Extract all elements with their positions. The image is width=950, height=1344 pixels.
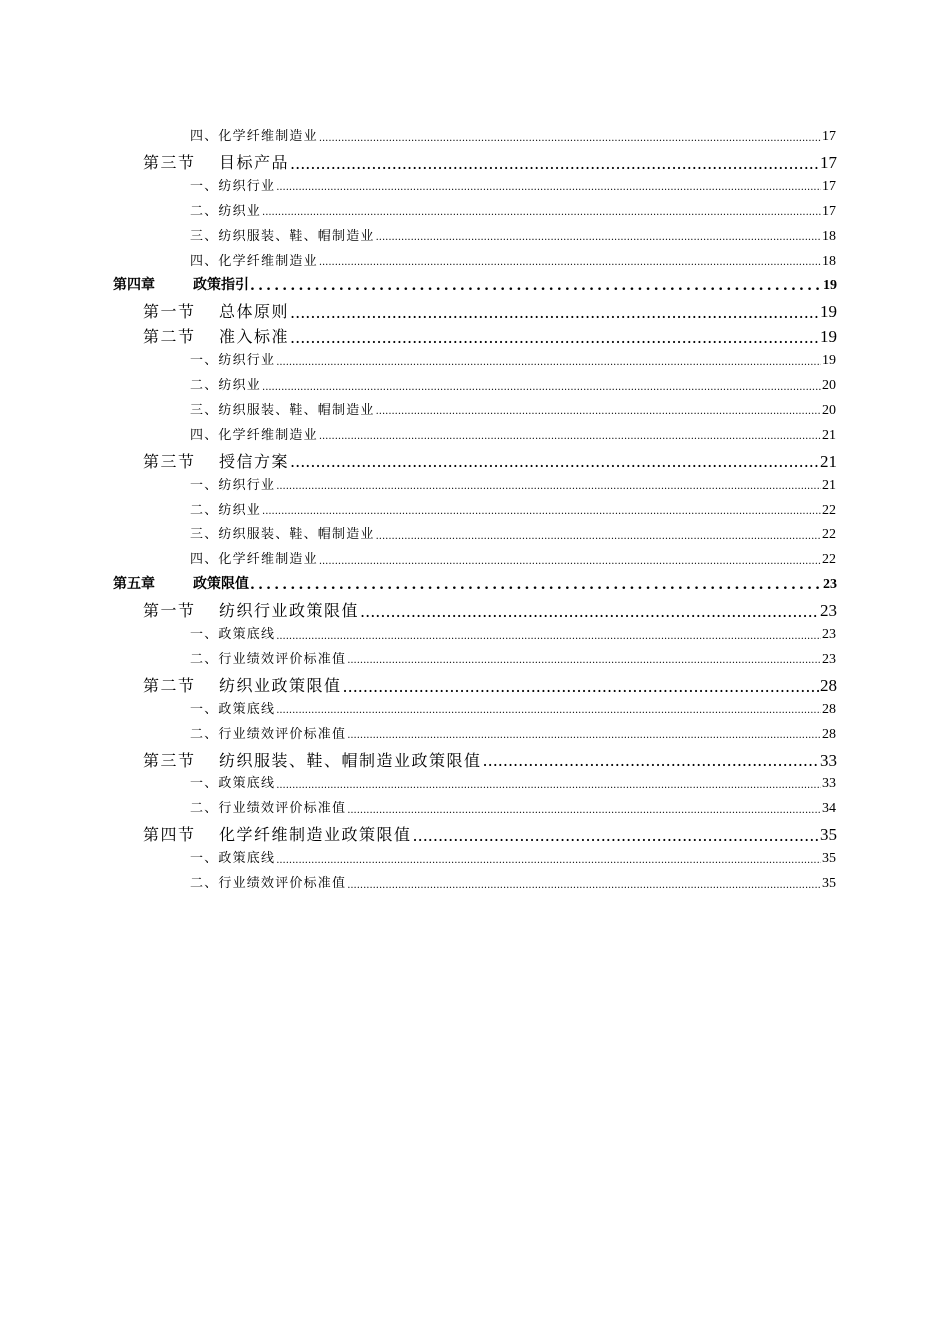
toc-entry-label [190, 424, 318, 443]
toc-entry-title: 四、化学纤维制造业 [190, 552, 318, 568]
toc-entry-label [190, 175, 275, 194]
toc-section-entry[interactable] [143, 748, 837, 771]
toc-entry-title: 四、化学纤维制造业 [190, 253, 318, 269]
toc-entry-title: 四、化学纤维制造业 [190, 129, 318, 144]
toc-entry-label [190, 548, 318, 567]
toc-entry-title: 一、政策底线 [190, 627, 276, 642]
section-number: 第二节 [143, 327, 196, 347]
toc-page-number: 19 [822, 353, 836, 369]
toc-entry-title: 政策限值 [193, 576, 249, 593]
toc-entry-label [190, 847, 275, 866]
toc-subsection-entry[interactable] [190, 399, 836, 419]
toc-entry-label [143, 748, 482, 771]
chapter-number: 第四章 [113, 277, 155, 294]
toc-entry-title: 四、化学纤维制造业 [190, 427, 318, 443]
toc-entry-label [190, 723, 346, 742]
toc-page-number: 17 [822, 129, 836, 144]
toc-entry-label [190, 523, 375, 542]
toc-section-entry[interactable] [143, 150, 837, 173]
toc-section-entry[interactable] [143, 598, 837, 621]
toc-entry-title: 一、纺织行业 [190, 353, 276, 369]
toc-page-number: 22 [822, 527, 836, 543]
dot-leader [343, 677, 819, 693]
dot-leader [319, 556, 821, 566]
toc-page-number: 33 [822, 776, 836, 792]
toc-page-number: 35 [822, 851, 836, 867]
dot-leader [376, 232, 821, 242]
dot-leader [376, 406, 821, 416]
toc-page-number: 23 [823, 577, 837, 593]
toc-page-number: 23 [820, 601, 837, 621]
dot-leader [262, 506, 821, 516]
dot-leader [290, 452, 819, 468]
toc-entry-label [143, 299, 289, 322]
toc-entry-title: 一、政策底线 [190, 776, 276, 792]
dot-leader [250, 577, 822, 591]
toc-subsection-entry[interactable] [190, 225, 836, 245]
toc-entry-label [190, 623, 275, 642]
toc-entry-label [143, 150, 289, 173]
toc-section-entry[interactable] [143, 673, 837, 696]
toc-section-entry[interactable] [143, 324, 837, 347]
toc-page-number: 28 [822, 726, 836, 742]
dot-leader [319, 257, 821, 267]
toc-page-number: 18 [822, 253, 836, 269]
toc-entry-title: 一、政策底线 [190, 851, 276, 867]
dot-leader [276, 631, 821, 641]
toc-entry-label [190, 797, 346, 816]
toc-page-number: 22 [822, 552, 836, 568]
toc-subsection-entry[interactable] [190, 200, 836, 220]
dot-leader [319, 133, 821, 143]
toc-entry-label [190, 399, 375, 418]
toc-subsection-entry[interactable] [190, 175, 836, 195]
toc-subsection-entry[interactable] [190, 523, 836, 543]
toc-entry-title: 化学纤维制造业政策限值 [219, 825, 412, 845]
dot-leader [347, 655, 821, 665]
toc-entry-title: 目标产品 [219, 152, 290, 172]
dot-leader [262, 207, 821, 217]
toc-entry-label [190, 698, 275, 717]
toc-entry-title: 二、纺织业 [190, 378, 262, 393]
toc-entry-label [113, 573, 249, 593]
toc-entry-title: 准入标准 [219, 327, 290, 347]
toc-entry-title: 授信方案 [219, 451, 290, 471]
toc-entry-label [143, 324, 289, 347]
toc-entry-label [143, 598, 359, 621]
dot-leader [276, 780, 821, 790]
section-number: 第一节 [143, 601, 196, 621]
toc-subsection-entry[interactable] [190, 847, 836, 867]
toc-entry-title: 二、行业绩效评价标准值 [190, 651, 347, 667]
toc-entry-label [190, 499, 261, 518]
toc-subsection-entry[interactable] [190, 125, 836, 145]
toc-entry-title: 二、纺织业 [190, 502, 262, 518]
dot-leader [276, 855, 821, 865]
toc-entry-title: 二、行业绩效评价标准值 [190, 726, 347, 742]
dot-leader [290, 154, 819, 170]
toc-subsection-entry[interactable] [190, 474, 836, 494]
toc-entry-title: 二、纺织业 [190, 203, 262, 219]
toc-subsection-entry[interactable] [190, 250, 836, 270]
section-number: 第四节 [143, 825, 196, 845]
toc-section-entry[interactable] [143, 299, 837, 322]
dot-leader [347, 805, 821, 815]
toc-entry-title: 二、行业绩效评价标准值 [190, 876, 347, 891]
toc-page-number: 35 [820, 825, 837, 845]
toc-entry-label [190, 125, 318, 144]
toc-entry-label [143, 673, 342, 696]
toc-entry-title: 三、纺织服装、鞋、帽制造业 [190, 527, 375, 543]
toc-subsection-entry[interactable] [190, 872, 836, 892]
toc-page-number: 19 [823, 278, 837, 294]
dot-leader [347, 730, 821, 740]
toc-page-number: 21 [820, 451, 837, 471]
toc-entry-title: 一、纺织行业 [190, 477, 276, 493]
toc-subsection-entry[interactable] [190, 772, 836, 792]
toc-entry-title: 纺织行业政策限值 [219, 601, 360, 621]
toc-subsection-entry[interactable] [190, 623, 836, 643]
toc-entry-title: 纺织服装、鞋、帽制造业政策限值 [219, 750, 482, 770]
toc-page-number: 22 [822, 502, 836, 518]
toc-page-number: 19 [820, 302, 837, 322]
dot-leader [262, 382, 821, 392]
toc-entry-label [190, 374, 261, 393]
dot-leader [290, 303, 819, 319]
toc-entry-label [190, 474, 275, 493]
section-number: 第三节 [143, 750, 196, 770]
toc-entry-label [113, 274, 249, 294]
dot-leader [413, 826, 819, 842]
toc-entry-label [143, 822, 412, 845]
toc-entry-title: 总体原则 [219, 302, 290, 322]
toc-entry-label [190, 200, 261, 219]
toc-subsection-entry[interactable] [190, 648, 836, 668]
toc-page-number: 18 [822, 228, 836, 244]
dot-leader [376, 531, 821, 541]
toc-page-number: 17 [822, 178, 836, 194]
toc-page-number: 20 [822, 402, 836, 418]
toc-entry-label [190, 349, 275, 368]
toc-page-number: 20 [822, 378, 836, 393]
toc-page-number: 34 [822, 801, 836, 817]
toc-subsection-entry[interactable] [190, 349, 836, 369]
toc-subsection-entry[interactable] [190, 723, 836, 743]
dot-leader [319, 431, 821, 441]
dot-leader [276, 182, 821, 192]
chapter-number: 第五章 [113, 576, 155, 593]
section-number: 第二节 [143, 675, 196, 695]
toc-entry-label [143, 449, 289, 472]
toc-section-entry[interactable] [143, 449, 837, 472]
toc-section-entry[interactable] [143, 822, 837, 845]
toc-entry-label [190, 772, 275, 791]
section-number: 第三节 [143, 152, 196, 172]
toc-page-number: 28 [820, 675, 837, 695]
dot-leader [250, 278, 822, 292]
dot-leader [483, 751, 819, 767]
toc-subsection-entry[interactable] [190, 698, 836, 718]
dot-leader [347, 880, 821, 890]
toc-subsection-entry[interactable] [190, 374, 836, 394]
toc-entry-label [190, 872, 346, 891]
dot-leader [360, 602, 819, 618]
toc-page-number: 21 [822, 477, 836, 493]
toc-subsection-entry[interactable] [190, 797, 836, 817]
toc-page-number: 23 [822, 651, 836, 667]
toc-subsection-entry[interactable] [190, 548, 836, 568]
toc-entry-label [190, 250, 318, 269]
toc-entry-title: 二、行业绩效评价标准值 [190, 801, 347, 817]
toc-entry-title: 一、纺织行业 [190, 178, 276, 194]
toc-page-number: 21 [822, 427, 836, 443]
toc-subsection-entry[interactable] [190, 499, 836, 519]
toc-page-number: 23 [822, 627, 836, 642]
section-number: 第三节 [143, 451, 196, 471]
toc-entry-label [190, 648, 346, 667]
toc-entry-title: 一、政策底线 [190, 701, 276, 717]
toc-subsection-entry[interactable] [190, 424, 836, 444]
toc-page-number: 19 [820, 327, 837, 347]
toc-page-number: 17 [822, 203, 836, 219]
toc-page-number: 35 [822, 876, 836, 891]
toc-entry-title: 纺织业政策限值 [219, 675, 342, 695]
toc-page-number: 17 [820, 152, 837, 172]
toc-page-number: 28 [822, 701, 836, 717]
dot-leader [276, 357, 821, 367]
toc-page-number: 33 [820, 750, 837, 770]
section-number: 第一节 [143, 302, 196, 322]
toc-chapter-entry[interactable] [113, 573, 837, 593]
dot-leader [276, 481, 821, 491]
toc-entry-label [190, 225, 375, 244]
dot-leader [276, 705, 821, 715]
toc-entry-title: 三、纺织服装、鞋、帽制造业 [190, 228, 375, 244]
toc-chapter-entry[interactable] [113, 274, 837, 294]
toc-entry-title: 三、纺织服装、鞋、帽制造业 [190, 402, 375, 418]
toc-entry-title: 政策指引 [193, 277, 249, 294]
dot-leader [290, 328, 819, 344]
